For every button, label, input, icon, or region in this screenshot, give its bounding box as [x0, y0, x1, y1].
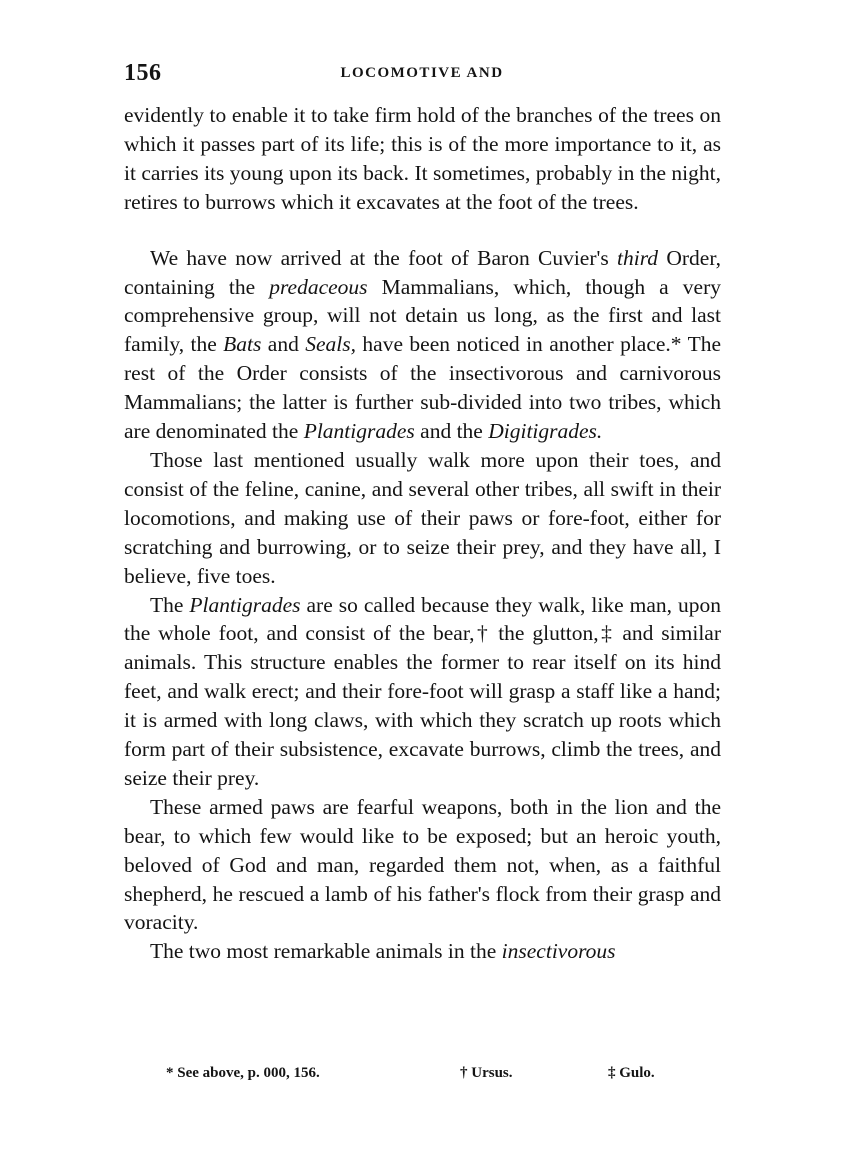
text-run: and the [414, 419, 489, 444]
text-run: We have now arrived at the foot of Baron Cuvier's [150, 245, 618, 270]
paragraph-3 [124, 446, 721, 591]
footnote-1: * See above, p. 000, 156. [166, 1065, 320, 1081]
running-title: LOCOMOTIVE AND [340, 65, 504, 81]
text-run: The two most remarkable animals in the [150, 939, 502, 964]
italic-run: Seals, [305, 332, 357, 357]
paragraph-3-text: Those last mentioned usually walk more upon their toes, and consist of the feline, canine, and several other tribes, all swift in their locomotions, and making use of their paws or fore-foot, either for scratching and burrowing, or to seize their prey, and they have all, I believe, five toes. [124, 447, 721, 588]
paragraph-5 [124, 793, 721, 938]
footnote-3: ‡ Gulo. [608, 1065, 655, 1081]
text-run: are so called because they walk, like man, upon the whole foot, and consist of the bear,† the glutton,‡ and similar animals. This structure enables the former to rear itself on its hind feet, and walk erect; and their fore-foot will grasp a staff like a hand; it is armed with long claws, with which they scratch up roots which form part of their subsistence, excavate burrows, climb the trees, and seize their prey. [124, 592, 721, 790]
running-head [124, 60, 720, 90]
text-run: Mammalians, which, though a very comprehensive group, will not detain us long, as the first and last family, the [124, 274, 721, 357]
italic-run: Digitigrades. [488, 419, 603, 444]
footnotes [124, 1065, 721, 1089]
text-run: The [150, 592, 190, 617]
page-number: 156 [124, 60, 162, 86]
paragraph-5-text: These armed paws are fearful weapons, both in the lion and the bear, to which few would like to be exposed; but an heroic youth, beloved of God and man, regarded them not, when, as a faithful shepherd, he rescued a lamb of his father's flock from their grasp and voracity. [124, 794, 721, 935]
paragraph-spacer [124, 217, 721, 244]
text-run: and [261, 332, 306, 357]
italic-run: predaceous [269, 274, 368, 299]
paragraph-1-text: evidently to enable it to take firm hold of the branches of the trees on which it passes part of its life; this is of the more importance to it, as it carries its young upon its back. It sometimes, probably in the night, retires to burrows which it excavates at the foot of the trees. [124, 103, 721, 214]
paragraph-6 [124, 937, 721, 966]
italic-run: Plantigrades [189, 592, 301, 617]
italic-run: Plantigrades [303, 419, 415, 444]
footnote-2: † Ursus. [460, 1065, 513, 1081]
italic-run: third [617, 245, 659, 270]
paragraph-4 [124, 591, 721, 793]
text-run: have been noticed in another place.* The rest of the Order consists of the insectivorous and carnivorous Mammalians; the latter is further sub-divided into two tribes, which are denominated the [124, 332, 721, 444]
italic-run: insectivorous [501, 939, 616, 964]
body-text [124, 101, 721, 966]
paragraph-1 [124, 101, 721, 217]
italic-run: Bats [223, 332, 262, 357]
text-run: Order, containing the [124, 245, 721, 299]
paragraph-2 [124, 244, 721, 446]
